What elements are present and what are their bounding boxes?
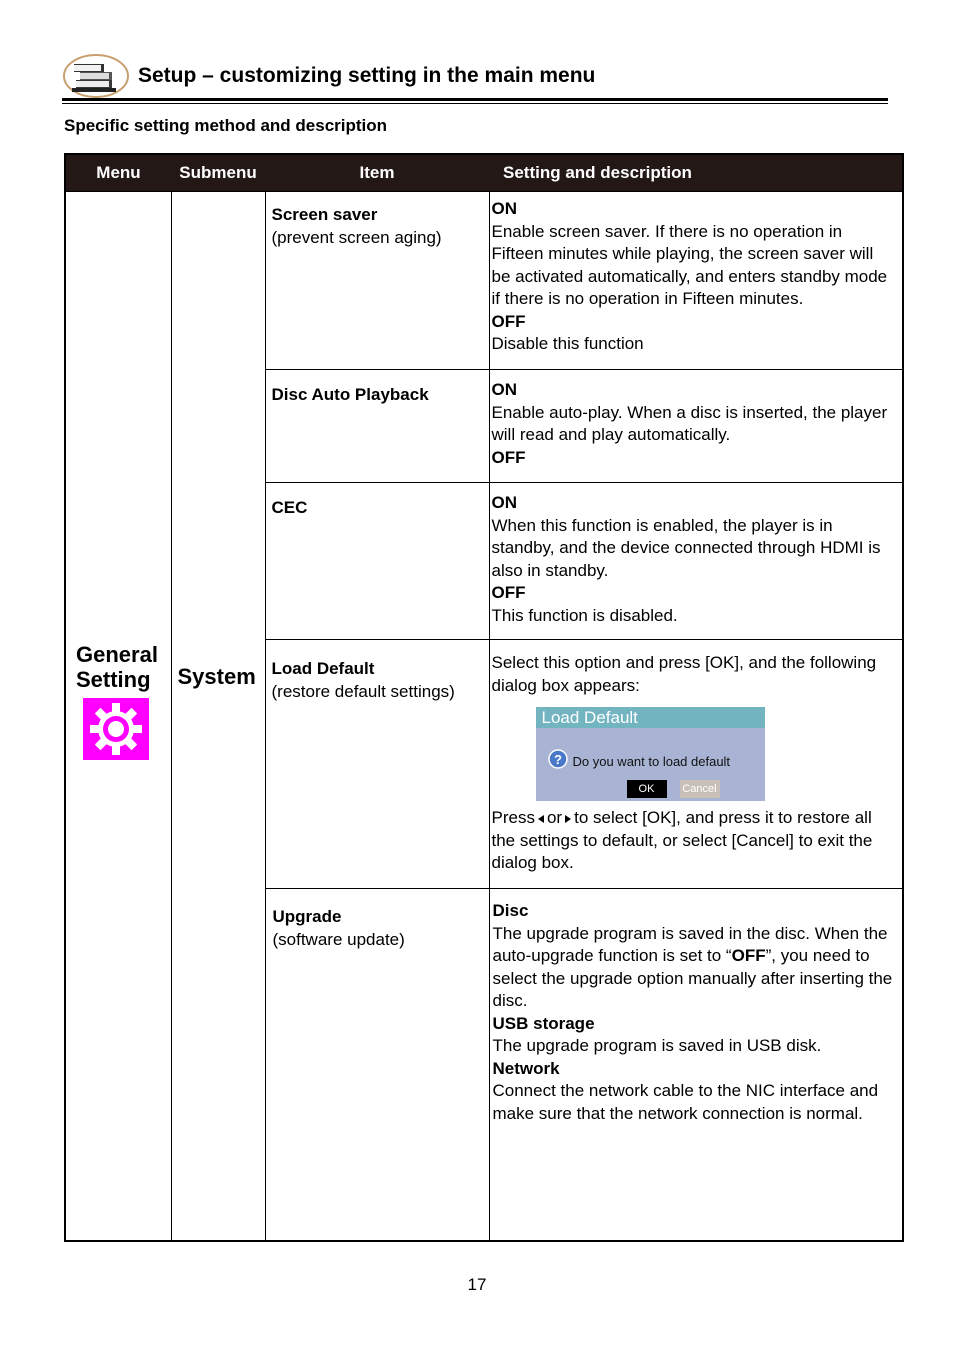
- item-subtitle: (prevent screen aging): [271, 227, 442, 247]
- desc-cell-load-default: [489, 640, 903, 889]
- option-off-text: Disable this function: [491, 334, 644, 353]
- option-on-text: Enable screen saver. If there is no operation in Fifteen minutes while playing, the screen saver will be activated automatically, and enters standby mode if there is no operation in Fifteen minutes.: [491, 221, 888, 308]
- press-text: Press: [491, 808, 535, 827]
- header-rule: [62, 98, 888, 101]
- item-cell-cec: [265, 483, 489, 640]
- option-off-text: This function is disabled.: [491, 605, 678, 625]
- column-header-setting: Setting and description: [489, 154, 903, 192]
- column-header-item: Item: [265, 154, 489, 192]
- submenu-cell: [171, 192, 265, 1241]
- desc-cell-screen-saver: [489, 192, 903, 370]
- disc-text-off: OFF: [731, 946, 766, 965]
- dialog-ok-button[interactable]: OK: [627, 780, 667, 798]
- option-on-text: Enable auto-play. When a disc is inserted, the player will read and play automatically.: [491, 402, 888, 444]
- option-network-text: Connect the network cable to the NIC interface and make sure that the network connection is normal.: [492, 1081, 879, 1123]
- column-header-submenu: Submenu: [171, 154, 265, 192]
- option-off: OFF: [491, 311, 526, 331]
- item-subtitle: (restore default settings): [271, 681, 455, 701]
- settings-table: [64, 153, 904, 1242]
- option-on: ON: [491, 493, 517, 512]
- gear-icon: [83, 698, 149, 760]
- page-number: 17: [467, 1275, 487, 1294]
- option-off: OFF: [491, 583, 526, 602]
- table-header-row: [65, 154, 903, 192]
- option-on: ON: [491, 199, 517, 218]
- option-usb: USB storage: [492, 1013, 595, 1033]
- option-off: OFF: [491, 447, 526, 467]
- menu-cell: [65, 192, 171, 1241]
- item-cell-load-default: [265, 640, 489, 889]
- table-row: [65, 192, 903, 370]
- load-default-instructions: [492, 807, 897, 875]
- item-title: Load Default: [271, 659, 375, 678]
- item-title: Disc Auto Playback: [271, 385, 429, 404]
- option-disc-text: [493, 923, 897, 1013]
- header-rule-thin: [62, 103, 888, 104]
- disc-text-part: The upgrade program is saved in the disc. When the auto-upgrade function is set to “: [492, 923, 888, 965]
- section-subtitle: Specific setting method and description: [64, 116, 388, 135]
- dialog-question: Do you want to load default: [572, 754, 731, 769]
- books-icon: [62, 52, 132, 100]
- item-cell-disc-auto: [265, 370, 489, 483]
- submenu-label: System: [177, 663, 256, 689]
- menu-label: [76, 642, 171, 692]
- option-network: Network: [492, 1058, 560, 1078]
- dialog-title: Load Default: [536, 707, 765, 728]
- item-cell-screen-saver: [265, 192, 489, 370]
- item-subtitle: (software update): [272, 929, 405, 949]
- item-title: CEC: [271, 498, 308, 517]
- desc-cell-upgrade: [489, 889, 903, 1241]
- item-title: Upgrade: [272, 907, 342, 926]
- page-title: Setup – customizing setting in the main menu: [138, 64, 596, 87]
- option-disc: Disc: [492, 901, 529, 920]
- desc-cell-disc-auto: [489, 370, 903, 483]
- item-cell-upgrade: [265, 889, 489, 1241]
- menu-label-line: Setting: [76, 666, 151, 692]
- page-header: [62, 52, 888, 104]
- or-text: or: [546, 808, 563, 827]
- svg-text:?: ?: [553, 752, 562, 767]
- desc-cell-cec: [489, 483, 903, 640]
- load-default-intro: Select this option and press [OK], and the following dialog box appears:: [491, 653, 877, 695]
- right-arrow-icon: [565, 815, 571, 823]
- menu-label-line: General: [76, 641, 158, 667]
- disc-text-part: ”, you need to select the upgrade option manually after inserting the disc.: [492, 946, 893, 1010]
- after-text: to select [OK], and press it to restore all the settings to default, or select [Cancel] to exit the dialog box.: [491, 808, 873, 872]
- dialog-cancel-button[interactable]: Cancel: [680, 780, 720, 798]
- option-usb-text: The upgrade program is saved in USB disk.: [492, 1036, 822, 1055]
- item-title: Screen saver: [271, 205, 378, 224]
- option-on-text: When this function is enabled, the player is in standby, and the device connected through HDMI is also in standby.: [491, 515, 881, 580]
- question-icon: [548, 749, 568, 769]
- column-header-menu: Menu: [65, 154, 171, 192]
- load-default-dialog: [536, 707, 765, 801]
- option-on: ON: [491, 380, 517, 399]
- left-arrow-icon: [538, 815, 544, 823]
